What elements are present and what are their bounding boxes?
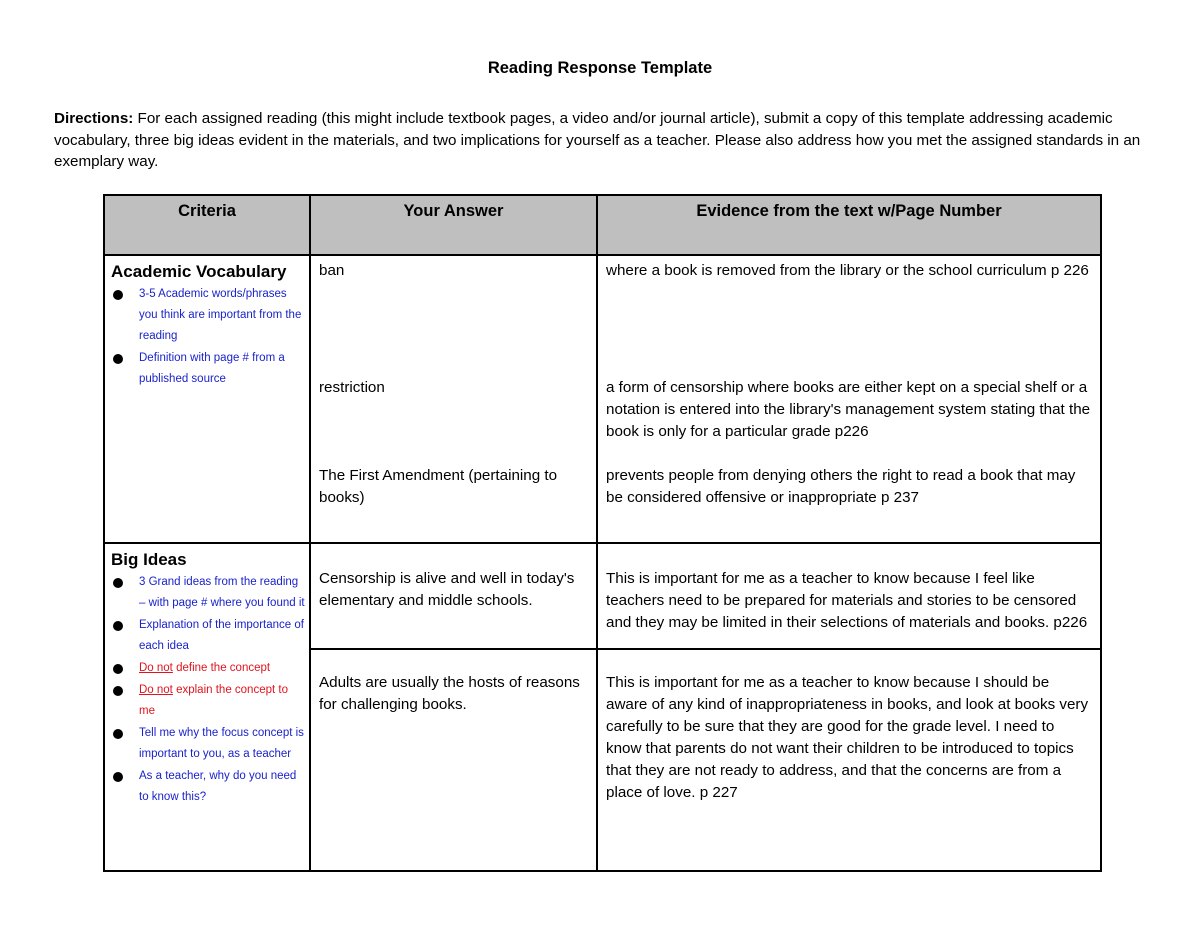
big-idea-answer-2: Adults are usually the hosts of reasons for challenging books. — [319, 674, 580, 713]
vocab-answer-2: restriction — [319, 379, 385, 396]
vocab-evidence-3: prevents people from denying others the right to read a book that may be considered offensive or inappropriate p 237 — [606, 467, 1076, 506]
bullet-icon — [113, 578, 123, 588]
bullet-icon — [113, 290, 123, 300]
list-item: As a teacher, why do you need to know this? — [111, 766, 305, 808]
bullet-icon — [113, 354, 123, 364]
big-ideas-criteria-cell — [104, 543, 310, 871]
big-idea-evidence-2: This is important for me as a teacher to know because I should be aware of any kind of inappropriateness in books, and look at books very carefully to be sure that they are good for the grade level. I need to know that parents do not want their children to be introduced to topics that they are not ready to address, and that the concerns are from a place of love. p 227 — [606, 674, 1089, 801]
list-item: Do not define the concept — [111, 658, 305, 679]
directions-paragraph — [54, 108, 1144, 173]
list-item: 3-5 Academic words/phrases you think are important from the reading — [111, 284, 305, 347]
big-ideas-guide-list — [105, 572, 309, 808]
header-criteria: Criteria — [104, 195, 310, 255]
vocab-evidence-1: where a book is removed from the library or the school curriculum p 226 — [606, 262, 1089, 279]
bullet-icon — [113, 729, 123, 739]
big-ideas-answer-cell — [310, 543, 597, 871]
bullet-icon — [113, 686, 123, 696]
big-ideas-heading: Big Ideas — [111, 550, 187, 569]
vocab-guide-list — [105, 284, 309, 390]
vocab-answer-1: ban — [319, 262, 345, 279]
bullet-icon — [113, 772, 123, 782]
directions-label: Directions: — [54, 110, 134, 127]
page-title: Reading Response Template — [487, 59, 713, 77]
big-idea-evidence-1: This is important for me as a teacher to know because I feel like teachers need to be prepared for materials and stories to be censored and they may be limited in their selections of materials and books. p226 — [606, 570, 1088, 631]
header-row — [104, 195, 1101, 255]
vocab-criteria-cell — [104, 255, 310, 543]
vocab-answer-3: The First Amendment (pertaining to books) — [319, 467, 558, 506]
directions-text: For each assigned reading (this might include textbook pages, a video and/or journal article), submit a copy of this template addressing academic vocabulary, three big ideas evident in the materials, and two implications for yourself as a teacher. Please also address how you met the assigned standards in an exemplary way. — [54, 110, 1141, 170]
vocab-heading: Academic Vocabulary — [111, 262, 287, 281]
header-evidence: Evidence from the text w/Page Number — [597, 195, 1101, 255]
list-item: Explanation of the importance of each idea — [111, 615, 305, 657]
vocab-row — [104, 255, 1101, 543]
big-idea-evidence-2-box — [598, 650, 1100, 850]
vocab-evidence-cell — [597, 255, 1101, 543]
big-ideas-row — [104, 543, 1101, 871]
vocab-evidence-2: a form of censorship where books are either kept on a special shelf or a notation is entered into the library's management system stating that the book is only for a particular grade p226 — [606, 379, 1091, 440]
bullet-icon — [113, 621, 123, 631]
big-ideas-evidence-cell — [597, 543, 1101, 871]
big-idea-evidence-1-box — [598, 544, 1100, 650]
big-idea-answer-1: Censorship is alive and well in today's elementary and middle schools. — [319, 570, 575, 609]
header-your-answer: Your Answer — [310, 195, 597, 255]
vocab-answer-cell — [310, 255, 597, 543]
list-item: Do not explain the concept to me — [111, 680, 305, 722]
bullet-icon — [113, 664, 123, 674]
response-table — [103, 194, 1102, 872]
list-item: 3 Grand ideas from the reading – with page # where you found it — [111, 572, 305, 614]
big-idea-answer-2-box — [311, 650, 596, 850]
list-item: Definition with page # from a published source — [111, 348, 305, 390]
list-item: Tell me why the focus concept is important to you, as a teacher — [111, 723, 305, 765]
big-idea-answer-1-box — [311, 544, 596, 650]
